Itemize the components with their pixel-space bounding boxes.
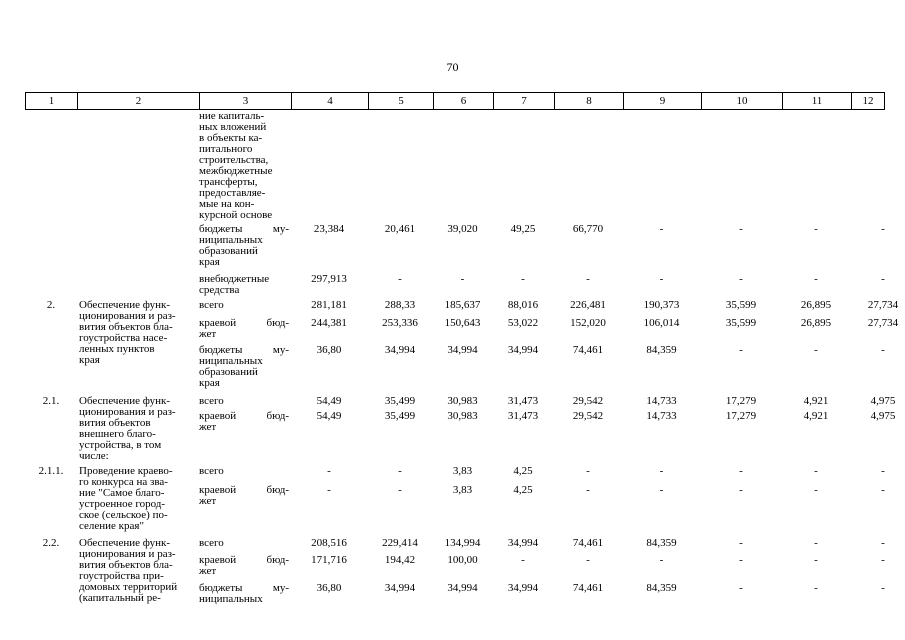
value-cell: 54,49	[316, 395, 342, 407]
value-cell: 34,994	[447, 582, 478, 594]
value-cell: 30,983	[447, 395, 478, 407]
value-cell: 53,022	[507, 317, 539, 329]
value-cell: 74,461	[572, 344, 604, 356]
value-cell: -	[521, 273, 525, 285]
value-cell: 185,637	[444, 299, 481, 311]
funding-source: бюджеты му- ниципальных образований края	[199, 344, 289, 389]
value-cell: -	[398, 484, 402, 496]
value-cell: 29,542	[572, 410, 604, 422]
value-cell: -	[460, 273, 465, 285]
value-cell: 34,994	[447, 344, 478, 356]
value-cell: 288,33	[384, 299, 416, 311]
value-cell: -	[521, 554, 525, 566]
value-cell: -	[398, 465, 402, 477]
header-cell: 3	[199, 93, 291, 109]
header-cell: 1	[25, 93, 77, 109]
value-cell: -	[586, 554, 590, 566]
header-cell: 5	[368, 93, 433, 109]
value-cell: 14,733	[646, 410, 677, 422]
value-cell: 30,983	[447, 410, 478, 422]
page-number: 70	[446, 60, 459, 74]
value-cell: 226,481	[570, 299, 606, 311]
value-cell: 152,020	[570, 317, 606, 329]
value-cell: 74,461	[572, 537, 604, 549]
value-cell: 106,014	[643, 317, 680, 329]
row-number: 2.	[46, 299, 56, 311]
value-cell: -	[586, 465, 590, 477]
value-cell: -	[739, 537, 743, 549]
funding-source: всего	[199, 465, 224, 477]
value-cell: 171,716	[311, 554, 347, 566]
value-cell: -	[881, 537, 885, 549]
value-cell: -	[814, 582, 818, 594]
value-cell: 84,359	[646, 344, 677, 356]
value-cell: 14,733	[646, 395, 677, 407]
value-cell: 34,994	[507, 582, 539, 594]
row-number: 2.1.1.	[38, 465, 64, 477]
value-cell: -	[327, 465, 331, 477]
value-cell: 35,599	[725, 317, 757, 329]
value-cell: 208,516	[311, 537, 347, 549]
value-cell: -	[814, 537, 818, 549]
value-cell: -	[659, 465, 664, 477]
value-cell: -	[814, 223, 818, 235]
value-cell: 84,359	[646, 537, 677, 549]
value-cell: -	[739, 465, 743, 477]
value-cell: -	[881, 484, 885, 496]
value-cell: 150,643	[444, 317, 481, 329]
value-cell: 88,016	[507, 299, 539, 311]
value-cell: -	[739, 554, 743, 566]
funding-source: внебюджетные средства	[199, 273, 270, 296]
row-description: Обеспечение функ- ционирования и раз- вития объектов внешнего благо- устройства, в том числе:	[79, 395, 176, 462]
value-cell: 244,381	[311, 317, 347, 329]
value-cell: 34,994	[384, 582, 416, 594]
value-cell: 34,994	[507, 537, 539, 549]
value-cell: -	[739, 582, 743, 594]
value-cell: 26,895	[800, 299, 832, 311]
funding-source: всего	[199, 395, 224, 407]
row-description: Обеспечение функ- ционирования и раз- вития объектов бла- гоустройства насе- ленных пунктов края	[79, 299, 176, 366]
value-cell: -	[881, 273, 885, 285]
value-cell: 31,473	[507, 395, 539, 407]
value-cell: 35,599	[725, 299, 757, 311]
header-cell: 7	[493, 93, 554, 109]
value-cell: 26,895	[800, 317, 832, 329]
value-cell: 20,461	[384, 223, 416, 235]
header-cell: 10	[701, 93, 782, 109]
funding-source: бюджеты му- ниципальных	[199, 582, 289, 605]
value-cell: 229,414	[382, 537, 418, 549]
value-cell: 281,181	[311, 299, 347, 311]
cell-source: ние капиталь- ных вложений в объекты ка- питального строительства, межбюджетные трансферты, предоставляе- мые на кон- курсной основе	[199, 110, 273, 221]
value-cell: -	[586, 273, 590, 285]
header-cell: 12	[851, 93, 885, 109]
row-description: Обеспечение функ- ционирования и раз- вития объектов бла- гоустройства при- домовых территорий (капитальный ре-	[79, 537, 178, 604]
value-cell: 190,373	[643, 299, 680, 311]
value-cell: 34,994	[507, 344, 539, 356]
value-cell: -	[739, 484, 743, 496]
value-cell: 23,384	[313, 223, 345, 235]
value-cell: -	[739, 223, 743, 235]
value-cell: 34,994	[384, 344, 416, 356]
value-cell: -	[659, 223, 664, 235]
row-number: 2.2.	[42, 537, 60, 549]
value-cell: -	[659, 273, 664, 285]
value-cell: -	[398, 273, 402, 285]
header-cell: 2	[77, 93, 199, 109]
header-cell: 11	[782, 93, 851, 109]
row-description: Проведение краево- го конкурса на зва- ние "Самое благо- устроенное город- ское (сельское) по- селение края"	[79, 465, 173, 532]
value-cell: 4,921	[803, 410, 829, 422]
funding-source: краевой бюд- жет	[199, 410, 289, 433]
value-cell: 66,770	[572, 223, 604, 235]
value-cell: 100,00	[447, 554, 478, 566]
value-cell: 3,83	[452, 465, 473, 477]
value-cell: -	[586, 484, 590, 496]
value-cell: -	[881, 554, 885, 566]
value-cell: -	[814, 344, 818, 356]
value-cell: 54,49	[316, 410, 342, 422]
value-cell: 3,83	[452, 484, 473, 496]
value-cell: -	[814, 273, 818, 285]
value-cell: 27,734	[867, 317, 899, 329]
value-cell: -	[881, 344, 885, 356]
value-cell: -	[881, 465, 885, 477]
value-cell: 297,913	[311, 273, 347, 285]
value-cell: 17,279	[725, 410, 757, 422]
value-cell: 49,25	[510, 223, 536, 235]
header-cell: 4	[291, 93, 368, 109]
value-cell: 4,975	[870, 410, 896, 422]
value-cell: 4,975	[870, 395, 896, 407]
value-cell: 39,020	[447, 223, 478, 235]
funding-source: бюджеты му- ниципальных образований края	[199, 223, 289, 268]
value-cell: 31,473	[507, 410, 539, 422]
value-cell: -	[327, 484, 331, 496]
value-cell: 36,80	[316, 344, 342, 356]
value-cell: 74,461	[572, 582, 604, 594]
value-cell: -	[881, 223, 885, 235]
value-cell: -	[814, 484, 818, 496]
value-cell: -	[659, 484, 664, 496]
header-cell: 8	[554, 93, 623, 109]
value-cell: 17,279	[725, 395, 757, 407]
funding-source: всего	[199, 537, 224, 549]
funding-source: краевой бюд- жет	[199, 317, 289, 340]
value-cell: 4,25	[513, 465, 533, 477]
header-cell: 6	[433, 93, 493, 109]
funding-source: краевой бюд- жет	[199, 484, 289, 507]
value-cell: -	[739, 344, 743, 356]
value-cell: -	[814, 554, 818, 566]
table-header	[25, 92, 885, 110]
value-cell: 134,994	[444, 537, 481, 549]
value-cell: -	[659, 554, 664, 566]
value-cell: 253,336	[382, 317, 418, 329]
funding-source: всего	[199, 299, 224, 311]
value-cell: -	[739, 273, 743, 285]
value-cell: -	[814, 465, 818, 477]
value-cell: 35,499	[384, 395, 416, 407]
value-cell: 194,42	[384, 554, 416, 566]
value-cell: 4,25	[513, 484, 533, 496]
row-number: 2.1.	[42, 395, 60, 407]
value-cell: 35,499	[384, 410, 416, 422]
value-cell: 84,359	[646, 582, 677, 594]
header-cell: 9	[623, 93, 701, 109]
value-cell: 27,734	[867, 299, 899, 311]
value-cell: -	[881, 582, 885, 594]
funding-source: краевой бюд- жет	[199, 554, 289, 577]
value-cell: 4,921	[803, 395, 829, 407]
value-cell: 29,542	[572, 395, 604, 407]
value-cell: 36,80	[316, 582, 342, 594]
